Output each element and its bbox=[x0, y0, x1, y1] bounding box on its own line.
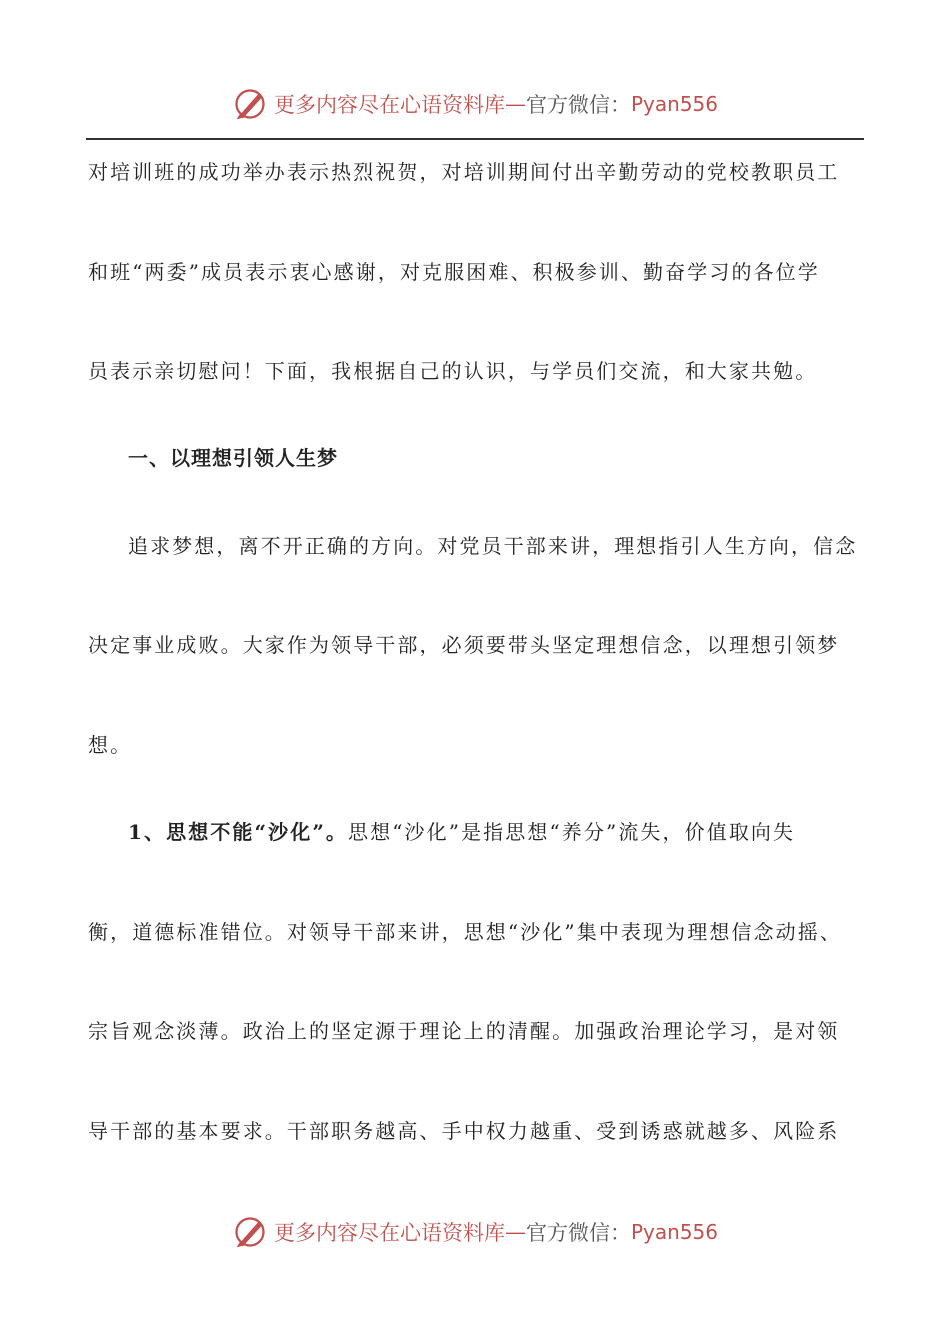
watermark-id: Pyan556 bbox=[630, 1220, 718, 1244]
pen-logo-icon bbox=[232, 86, 268, 122]
header-watermark bbox=[0, 84, 950, 124]
body-line: 对培训班的成功举办表示热烈祝贺，对培训期间付出辛勤劳动的党校教职员工 bbox=[88, 160, 840, 184]
body-line: 衡，道德标准错位。对领导干部来讲，思想“沙化”集中表现为理想信念动摇、 bbox=[88, 920, 842, 944]
footer-watermark bbox=[0, 1212, 950, 1252]
body-line: 决定事业成败。大家作为领导干部，必须要带头坚定理想信念，以理想引领梦 bbox=[88, 633, 840, 657]
watermark-prefix: 更多内容尽在心语资料库 bbox=[273, 1221, 505, 1245]
body-line: 追求梦想，离不开正确的方向。对党员干部来讲，理想指引人生方向，信念 bbox=[128, 534, 858, 558]
watermark-prefix: 更多内容尽在心语资料库 bbox=[273, 93, 505, 117]
section-heading: 一、以理想引领人生梦 bbox=[128, 446, 338, 470]
watermark-separator: — bbox=[504, 92, 526, 116]
subheading-bold: 1、思想不能“沙化”。 bbox=[128, 820, 349, 844]
body-line: 宗旨观念淡薄。政治上的坚定源于理论上的清醒。加强政治理论学习，是对领 bbox=[88, 1019, 840, 1043]
body-text: 思想“沙化”是指思想“养分”流失，价值取向失 bbox=[348, 820, 796, 844]
watermark-suffix: 官方微信： bbox=[525, 1221, 631, 1245]
pen-logo-icon bbox=[232, 1214, 268, 1250]
watermark-separator: — bbox=[504, 1220, 526, 1244]
body-line bbox=[128, 818, 918, 846]
watermark-id: Pyan556 bbox=[630, 92, 718, 116]
header-rule bbox=[86, 138, 864, 140]
body-line: 想。 bbox=[88, 733, 133, 757]
body-line: 员表示亲切慰问！下面，我根据自己的认识，与学员们交流，和大家共勉。 bbox=[88, 359, 818, 383]
watermark-suffix: 官方微信： bbox=[525, 93, 631, 117]
body-line: 和班“两委”成员表示衷心感谢，对克服困难、积极参训、勤奋学习的各位学 bbox=[88, 260, 820, 284]
body-line: 导干部的基本要求。干部职务越高、手中权力越重、受到诱惑就越多、风险系 bbox=[88, 1119, 840, 1143]
